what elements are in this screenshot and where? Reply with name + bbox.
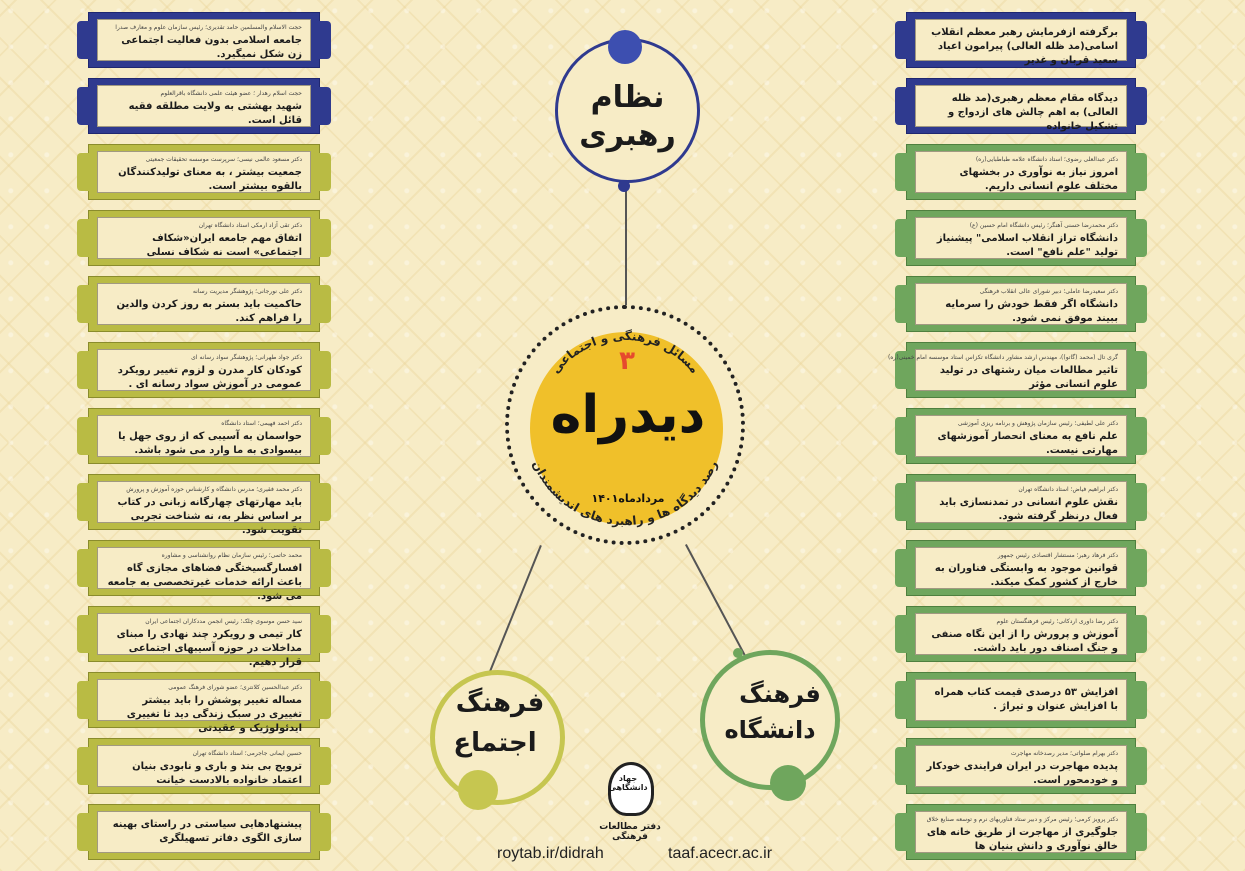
panel-tab-right xyxy=(317,747,331,785)
panel-inner xyxy=(915,679,1127,721)
panel-tab-right xyxy=(1133,681,1147,719)
panel-tab-left xyxy=(77,153,91,191)
panel-inner xyxy=(887,349,1127,391)
right-panel[interactable] xyxy=(906,606,1136,662)
panel-text: امروز نیاز به نوآوری در بخشهای مختلف علوم انسانی داریم. xyxy=(959,167,1118,192)
right-panel[interactable] xyxy=(906,474,1136,530)
panel-text: حاکمیت باید بستر به روز کردن والدین را فراهم کند. xyxy=(116,299,302,324)
emblem-text: جهاد دانشگاهی xyxy=(608,774,648,792)
panel-text: قوانین موجود به وابستگی فناوران به خارج از کشور کمک میکند. xyxy=(934,563,1118,588)
hub-culture-university-dot xyxy=(770,765,806,801)
svg-text:رصد دیدگاه ها و راهبرد های اند xyxy=(530,458,721,528)
panel-tab-left xyxy=(895,747,909,785)
panel-source: حسین ایمانی جاجرمی؛ استاد دانشگاه تهران xyxy=(192,750,302,757)
center-arc-bottom: رصد دیدگاه ها و راهبرد های اندیشمندان xyxy=(529,458,721,529)
left-panel[interactable] xyxy=(88,804,320,860)
panel-text: تاثیر مطالعات میان رشتهای در تولید علوم انسانی مؤثر xyxy=(939,365,1118,390)
panel-text: دانشگاه اگر فقط خودش را سرمایه ببیند موفق نمی شود. xyxy=(945,299,1118,324)
left-panel[interactable] xyxy=(88,474,320,536)
left-panel[interactable] xyxy=(88,738,320,794)
panel-tab-left xyxy=(77,21,91,59)
right-panel[interactable] xyxy=(906,144,1136,200)
panel-tab-left xyxy=(895,285,909,323)
hub-culture-university-title-2: دانشگاه xyxy=(724,716,816,744)
panel-tab-left xyxy=(895,87,909,125)
panel-tab-right xyxy=(317,549,331,587)
panel-source: دکتر علی لطیفی؛ رئیس سازمان پژوهش و برنامه ریزی آموزشی xyxy=(957,420,1118,427)
panel-source: دکتر محمد فقیری؛ مدرس دانشگاه و کارشناس حوزه آموزش و پرورش xyxy=(126,486,302,493)
panel-tab-right xyxy=(317,417,331,455)
panel-tab-right xyxy=(317,615,331,653)
panel-tab-right xyxy=(317,813,331,851)
panel-inner xyxy=(97,679,311,734)
panel-source: دکتر فرهاد رهبر؛ مستشار اقتصادی رئیس جمهور xyxy=(997,552,1118,559)
panel-text: کودکان کار مدرن و لزوم تغییر رویکرد عمومی در آموزش سواد رسانه ای . xyxy=(117,365,302,390)
hub-leadership-title-2: رهبری xyxy=(579,118,676,153)
hub-culture-society-dot xyxy=(458,770,498,810)
panel-tab-left xyxy=(895,483,909,521)
panel-source: دکتر محمدرضا حسنی آهنگر؛ رئیس دانشگاه امام حسین (ع) xyxy=(969,222,1118,229)
panel-source: حجت الاسلام والمسلمین حامد تقدیری؛ رئیس سازمان علوم و معارف صدرا xyxy=(115,24,302,31)
left-panel[interactable] xyxy=(88,144,320,200)
panel-source: دکتر پرویز کرمی؛ رئیس مرکز و دبیر ستاد فناوریهای نرم و توسعه صنایع خلاق xyxy=(926,816,1118,823)
panel-tab-right xyxy=(1133,813,1147,851)
panel-text: مساله تغییر پوشش را باید بیشتر تغییری در سبک زندگی دید تا تغییری ایدئولوژیک و عقیدتی xyxy=(126,695,302,734)
panel-inner xyxy=(915,745,1127,787)
right-panel[interactable] xyxy=(906,210,1136,266)
center-number: ۳ xyxy=(619,346,635,376)
panel-inner xyxy=(97,151,311,193)
url-right[interactable]: taaf.acecr.ac.ir xyxy=(668,845,773,862)
panel-text: ترویج بی بند و باری و نابودی بنیان اعتماد خانواده بالادست خیانت xyxy=(132,761,302,786)
panel-inner xyxy=(97,19,311,61)
center-arc-top: مسائل فرهنگی و اجتماعی xyxy=(548,328,702,376)
hub-culture-society-title-1: فرهنگ xyxy=(455,688,545,718)
panel-tab-left xyxy=(895,615,909,653)
panel-inner xyxy=(97,811,311,853)
panel-tab-right xyxy=(1133,747,1147,785)
panel-text: دانشگاه تراز انقلاب اسلامی" پیشنیاز تولید "علم نافع" است. xyxy=(936,233,1118,258)
right-panel[interactable] xyxy=(906,738,1136,794)
panel-tab-right xyxy=(317,483,331,521)
center-date: مردادماه۱۴۰۱ xyxy=(591,492,665,505)
panel-text: افسارگسیختگی فضاهای مجازی گاه باعث ارائه خدمات غیرتخصصی به جامعه می شود. xyxy=(107,563,302,602)
right-panel[interactable] xyxy=(906,804,1136,860)
hub-leadership-dot xyxy=(608,30,642,64)
panel-tab-right xyxy=(1133,351,1147,389)
panel-text: جمعیت بیشتر ، به معنای تولیدکنندگان بالقوه بیشتر است. xyxy=(118,167,302,192)
panel-inner xyxy=(915,481,1127,523)
panel-inner xyxy=(915,19,1127,66)
panel-tab-right xyxy=(1133,549,1147,587)
panel-tab-left xyxy=(77,549,91,587)
right-panel[interactable] xyxy=(906,540,1136,596)
panel-source: دکتر عبدالحسین کلانتری؛ عضو شورای فرهنگ عمومی xyxy=(168,684,302,691)
panel-text: باید مهارتهای چهارگانه زبانی در کتاب بر اساس نظر به، نه شناخت تجربی تقویت شود. xyxy=(117,497,302,536)
left-panel[interactable] xyxy=(88,78,320,134)
panel-inner xyxy=(915,547,1127,589)
panel-tab-right xyxy=(1133,483,1147,521)
panel-tab-left xyxy=(895,219,909,257)
panel-tab-left xyxy=(77,681,91,719)
panel-tab-right xyxy=(317,285,331,323)
hub-leadership-title-1: نظام xyxy=(590,80,665,115)
panel-tab-right xyxy=(317,351,331,389)
panel-inner xyxy=(915,85,1127,132)
panel-tab-left xyxy=(895,681,909,719)
left-panel[interactable] xyxy=(88,12,320,68)
svg-text:مسائل فرهنگی و اجتماعی xyxy=(548,329,701,376)
panel-source: گری تال (محمد (گاتو))، مهندس ارشد مشاور دانشگاه تکزاس استاد موسسه امام خمینی(ره) xyxy=(887,354,1118,361)
panel-tab-left xyxy=(77,483,91,521)
left-panel[interactable] xyxy=(88,672,320,734)
right-panel[interactable] xyxy=(906,408,1136,464)
left-panel[interactable] xyxy=(88,276,320,332)
panel-text: دیدگاه مقام معظم رهبری(مد ظله العالی) به اهم چالش های ازدواج و تشکیل خانواده xyxy=(947,93,1118,132)
right-panel[interactable] xyxy=(887,342,1136,398)
panel-inner xyxy=(915,217,1127,259)
center-logo-text: دیدراه xyxy=(550,385,706,445)
panel-source: دکتر عبدالعلی رضوی؛ استاد دانشگاه علامه طباطبایی(ره) xyxy=(975,156,1118,163)
panel-text: نقش علوم انسانی در تمدنسازی باید فعال درنظر گرفته شود. xyxy=(939,497,1118,522)
panel-text: حواسمان به آسیبی که از روی جهل یا بیسوادی به ما وارد می شود باشد. xyxy=(118,431,302,456)
panel-tab-left xyxy=(77,219,91,257)
panel-tab-left xyxy=(895,549,909,587)
hub-culture-university-title-1: فرهنگ xyxy=(739,680,821,708)
right-panel[interactable] xyxy=(906,276,1136,332)
panel-text: آموزش و پرورش را از این نگاه صنفی و جنگ اصناف دور باید داشت. xyxy=(931,629,1118,654)
panel-source: دکتر بهرام صلواتی؛ مدیر رصدخانه مهاجرت xyxy=(1010,750,1118,757)
panel-source: دکتر تقی آزاد ارمکی استاد دانشگاه تهران xyxy=(198,222,302,229)
left-panel[interactable] xyxy=(88,408,320,464)
panel-text: جامعه اسلامی بدون فعالیت اجتماعی زن شکل نمیگیرد. xyxy=(121,35,302,60)
panel-inner xyxy=(97,415,311,457)
panel-inner xyxy=(97,547,311,602)
hub-culture-university-handle xyxy=(733,648,743,658)
panel-inner xyxy=(97,745,311,787)
panel-source: حجت اسلام رهدار ؛ عضو هیئت علمی دانشگاه باقرالعلوم xyxy=(160,90,302,97)
panel-tab-left xyxy=(77,813,91,851)
panel-source: دکتر جواد طهرانی؛ پژوهشگر سواد رسانه ای xyxy=(191,354,302,361)
panel-tab-left xyxy=(77,87,91,125)
panel-tab-right xyxy=(1133,153,1147,191)
panel-source: دکتر احمد فهیمی؛ استاد دانشگاه xyxy=(221,420,302,427)
left-panel[interactable] xyxy=(88,540,320,602)
panel-tab-left xyxy=(77,351,91,389)
url-left[interactable]: roytab.ir/didrah xyxy=(497,845,604,862)
panel-text: اتفاق مهم جامعه ایران«شکاف اجتماعی» است نه شکاف نسلی xyxy=(146,233,302,258)
panel-tab-left xyxy=(895,813,909,851)
panel-text: علم نافع به معنای انحصار آموزشهای مهارتی نیست. xyxy=(937,431,1118,456)
panel-text: برگرفته ازفرمایش رهبر معظم انقلاب اسامی(مد ظله العالی) پیرامون اعیاد سعید قربان و غدیر xyxy=(931,27,1118,66)
panel-inner xyxy=(97,85,311,127)
panel-source: دکتر علی نورجانی؛ پژوهشگر مدیریت رسانه xyxy=(192,288,302,295)
panel-inner xyxy=(915,415,1127,457)
panel-inner xyxy=(915,151,1127,193)
panel-tab-left xyxy=(77,285,91,323)
org-name: دفتر مطالعات فرهنگی xyxy=(599,822,661,842)
right-panel[interactable] xyxy=(906,12,1136,68)
panel-tab-right xyxy=(317,681,331,719)
panel-text: جلوگیری از مهاجرت از طریق خانه های خالق نوآوری و دانش بنیان ها xyxy=(926,827,1118,852)
panel-tab-right xyxy=(1133,87,1147,125)
panel-source: سید حسن موسوی چلک؛ رئیس انجمن مددکاران اجتماعی ایران xyxy=(145,618,302,625)
panel-tab-right xyxy=(1133,417,1147,455)
panel-tab-left xyxy=(77,747,91,785)
panel-inner xyxy=(97,217,311,259)
panel-tab-left xyxy=(77,417,91,455)
panel-tab-left xyxy=(895,153,909,191)
panel-tab-left xyxy=(895,417,909,455)
panel-inner xyxy=(915,811,1127,853)
right-panel[interactable] xyxy=(906,78,1136,134)
panel-tab-right xyxy=(1133,615,1147,653)
left-panel[interactable] xyxy=(88,342,320,398)
panel-tab-right xyxy=(1133,21,1147,59)
panel-tab-left xyxy=(77,615,91,653)
panel-inner xyxy=(97,349,311,391)
center-arc-text xyxy=(500,300,750,550)
panel-tab-right xyxy=(1133,285,1147,323)
panel-text: کار تیمی و رویکرد چند نهادی را مبنای مداخلات در حوزه آسیبهای اجتماعی قرار دهیم. xyxy=(116,629,302,668)
panel-text: پیشنهادهایی سیاستی در راستای بهینه سازی الگوی دفاتر تسهیلگری xyxy=(112,819,302,844)
panel-inner xyxy=(915,283,1127,325)
panel-source: دکتر رضا داوری اردکانی؛ رئیس فرهنگستان علوم xyxy=(996,618,1118,625)
panel-text: افزایش ۵۳ درصدی قیمت کتاب همراه با افزایش عنوان و تیراژ . xyxy=(934,687,1118,712)
right-panel[interactable] xyxy=(906,672,1136,728)
panel-inner xyxy=(97,481,311,536)
panel-source: دکتر سعیدرضا عاملی؛ دبیر شورای عالی انقلاب فرهنگی xyxy=(979,288,1118,295)
panel-source: دکتر ابراهیم فیاض؛ استاد دانشگاه تهران xyxy=(1018,486,1118,493)
panel-source: محمد حاتمی؛ رئیس سازمان نظام روانشناسی و مشاوره xyxy=(161,552,302,559)
panel-tab-left xyxy=(895,21,909,59)
left-panel[interactable] xyxy=(88,606,320,668)
panel-inner xyxy=(97,613,311,668)
panel-inner xyxy=(915,613,1127,655)
panel-tab-right xyxy=(1133,219,1147,257)
left-panel[interactable] xyxy=(88,210,320,266)
panel-inner xyxy=(97,283,311,325)
panel-tab-right xyxy=(317,87,331,125)
panel-tab-right xyxy=(317,219,331,257)
panel-text: شهید بهشتی به ولایت مطلقه فقیه قائل است. xyxy=(128,101,302,126)
panel-tab-right xyxy=(317,21,331,59)
panel-text: پدیده مهاجرت در ایران فرایندی خودکار و خودمحور است. xyxy=(926,761,1118,786)
hub-culture-society-title-2: اجتماع xyxy=(453,728,537,758)
panel-tab-right xyxy=(317,153,331,191)
hub-leadership-handle xyxy=(618,180,630,192)
panel-source: دکتر مسعود عالمی نیسی؛ سرپرست موسسه تحقیقات جمعیتی xyxy=(145,156,302,163)
